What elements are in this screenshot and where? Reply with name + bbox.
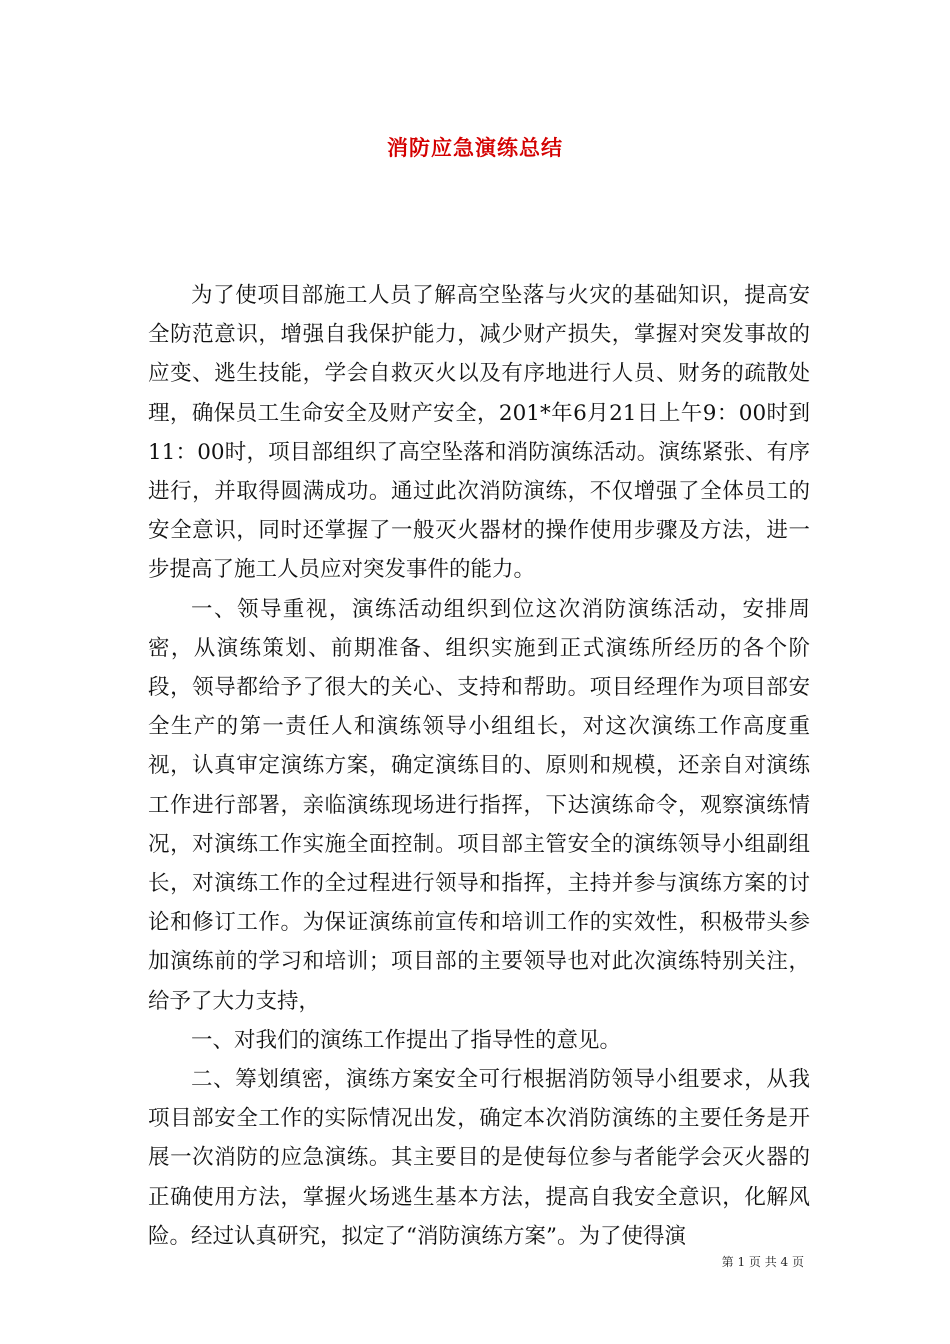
paragraph-intro: 为了使项目部施工人员了解高空坠落与火灾的基础知识，提高安全防范意识，增强自我保护能力，减少财产损失，掌握对突发事故的应变、逃生技能，学会自救灭火以及有序地进行人员、财务的疏散处理，确保员工生命安全及财产安全，201*年6月21日上午9：00时到11：00时，项目部组织了高空坠落和消防演练活动。演练紧张、有序进行，并取得圆满成功。通过此次消防演练，不仅增强了全体员工的安全意识，同时还掌握了一般灭火器材的操作使用步骤及方法，进一步提高了施工人员应对突发事件的能力。: [148, 283, 810, 583]
document-body: [148, 276, 810, 1256]
page-number-footer: 第 1 页 共 4 页: [721, 1255, 804, 1269]
paragraph-guidance: 一、对我们的演练工作提出了指导性的意见。: [191, 1027, 622, 1053]
paragraph-leadership: 一、领导重视，演练活动组织到位这次消防演练活动，安排周密，从演练策划、前期准备、组织实施到正式演练所经历的各个阶段，领导都给予了很大的关心、支持和帮助。项目经理作为项目部安全生产的第一责任人和演练领导小组组长，对这次演练工作高度重视，认真审定演练方案，确定演练目的、原则和规模，还亲自对演练工作进行部署，亲临演练现场进行指挥，下达演练命令，观察演练情况，对演练工作实施全面控制。项目部主管安全的演练领导小组副组长，对演练工作的全过程进行领导和指挥，主持并参与演练方案的讨论和修订工作。为保证演练前宣传和培训工作的实效性，积极带头参加演练前的学习和培训；项目部的主要领导也对此次演练特别关注，给予了大力支持，: [148, 596, 810, 1014]
paragraph-planning: 二、筹划缜密，演练方案安全可行根据消防领导小组要求，从我项目部安全工作的实际情况出发，确定本次消防演练的主要任务是开展一次消防的应急演练。其主要目的是使每位参与者能学会灭火器的正确使用方法，掌握火场逃生基本方法，提高自我安全意识，化解风险。经过认真研究，拟定了“消防演练方案”。为了使得演: [148, 1067, 810, 1249]
document-title: 消防应急演练总结: [387, 135, 563, 160]
